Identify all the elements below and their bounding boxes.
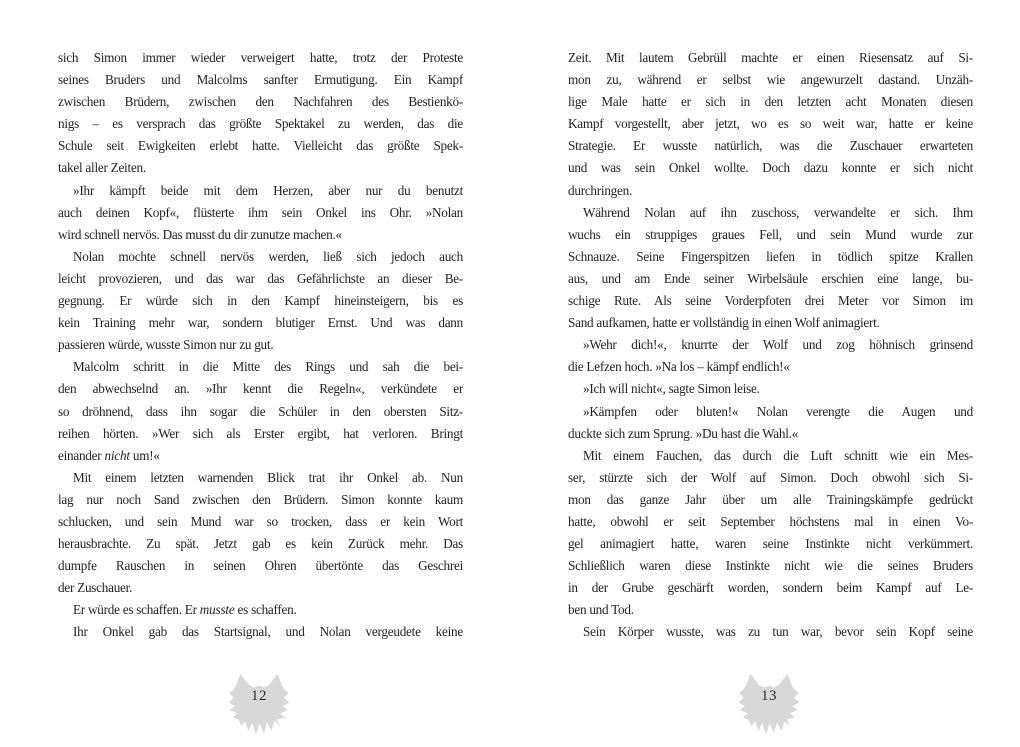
page-right-text (568, 47, 973, 644)
text-line: hatte, obwohl er seit September höchstens mal in einen Vo- (568, 513, 973, 529)
text-line: den abwechselnd an. »Ihr kennt die Regeln«, verkündete er (58, 381, 463, 397)
page-number-right: 13 (761, 688, 777, 704)
text-line: durchringen. (568, 182, 633, 198)
text-line: wuchs ein struppiges graues Fell, und sein Mund wurde zur (568, 226, 973, 242)
text-line: nigs – es versprach das größte Spektakel zu werden, das die (58, 116, 463, 132)
text-line: ser, stürzte sich der Wolf auf Simon. Doch obwohl sich Si- (568, 469, 973, 485)
text-line: Ihr Onkel gab das Startsignal, und Nolan vergeudete keine (73, 624, 463, 640)
text-line: Sand aufkamen, hatte er vollständig in einen Wolf animagiert. (568, 315, 880, 331)
text-line: »Wehr dich!«, knurrte der Wolf und zog höhnisch grinsend (583, 337, 973, 353)
text-line: Er würde es schaffen. Er musste es schaffen. (73, 602, 297, 618)
text-line: Schließlich waren diese Instinkte nicht wie die seines Bruders (568, 558, 973, 574)
text-line: auch deinen Kopf«, flüsterte ihm sein Onkel ins Ohr. »Nolan (58, 204, 463, 220)
text-line: einander nicht um!« (58, 447, 160, 463)
text-line: Zeit. Mit lautem Gebrüll machte er einen Riesensatz auf Si- (568, 50, 973, 65)
text-line: schlucken, und sein Mund war so trocken, dass er kein Wort (58, 513, 463, 529)
text-line: »Ich will nicht«, sagte Simon leise. (583, 381, 760, 397)
text-line: Während Nolan auf ihn zuschoss, verwandelte er sich. Ihm (583, 204, 973, 220)
text-line: herausbrachte. Zu spät. Jetzt gab es kein Zurück mehr. Das (58, 536, 463, 552)
wolf-head-icon (738, 667, 800, 744)
text-line: sich Simon immer wieder verweigert hatte, trotz der Proteste (58, 50, 463, 65)
text-line: die Lefzen hoch. »Na los – kämpf endlich!« (568, 359, 790, 375)
text-line: Schnauze. Seine Fingerspitzen liefen in tödlich spitze Krallen (568, 248, 973, 264)
page-left-text (58, 47, 463, 644)
text-line: duckte sich zum Sprung. »Du hast die Wahl.« (568, 425, 799, 441)
text-line: Mit einem letzten warnenden Blick trat ihr Onkel ab. Nun (73, 469, 463, 485)
text-line: gegnung. Er würde sich in den Kampf hineinsteigern, bis es (58, 293, 463, 309)
text-line: zwischen Brüdern, zwischen den Nachfahren des Bestienkö- (58, 94, 463, 110)
text-line: »Kämpfen oder bluten!« Nolan verengte die Augen und (583, 403, 973, 419)
text-line: takel aller Zeiten. (58, 160, 146, 176)
text-line: »Ihr kämpft beide mit dem Herzen, aber nur du benutzt (73, 182, 463, 198)
text-line: gel animagiert hatte, waren seine Instinkte nicht verkümmert. (568, 536, 973, 552)
text-line: Malcolm schritt in die Mitte des Rings und sah die bei- (73, 359, 463, 375)
text-line: in der Grube geschärft worden, sondern beim Kampf auf Le- (568, 580, 973, 596)
text-line: mon zu, während er selbst wie angewurzelt dastand. Unzäh- (568, 72, 973, 88)
text-line: Strategie. Er wusste natürlich, was die Zuschauer erwarteten (568, 138, 973, 154)
text-line: Mit einem Fauchen, das durch die Luft schnitt wie ein Mes- (583, 447, 973, 463)
wolf-head-icon (228, 667, 290, 744)
page-footer-right (738, 667, 800, 744)
text-line: schige Rute. Als seine Vorderpfoten drei Meter vor Simon im (568, 293, 973, 309)
text-line: dumpfe Rauschen in seinen Ohren übertönte das Geschrei (58, 558, 463, 574)
text-line: ben und Tod. (568, 602, 634, 618)
text-line: seines Bruders und Malcolms sanfter Ermutigung. Ein Kampf (58, 72, 463, 88)
text-line: kein Training mehr war, sondern blutiger Ernst. Und was dann (58, 315, 463, 331)
text-line: mon das ganze Jahr über um alle Trainingskämpfe gedrückt (568, 491, 973, 507)
text-line: Kampf vorgestellt, aber jetzt, wo es so weit war, hatte er keine (568, 116, 973, 132)
page-number-left: 12 (251, 688, 267, 704)
text-line: aus, und am Ende seiner Wirbelsäule erschien eine lange, bu- (568, 270, 973, 286)
text-line: so dröhnend, dass ihn sogar die Schüler in den obersten Sitz- (58, 403, 463, 419)
page-footer-left (228, 667, 290, 744)
text-line: lag nur noch Sand zwischen den Brüdern. Simon konnte kaum (58, 491, 463, 507)
text-line: passieren würde, wusste Simon nur zu gut. (58, 337, 274, 353)
text-line: und was sein Onkel wollte. Doch dazu konnte er sich nicht (568, 160, 973, 176)
text-line: Sein Körper wusste, was zu tun war, bevor sein Kopf seine (583, 624, 973, 640)
text-line: lige Male hatte er sich in den letzten acht Monaten diesen (568, 94, 973, 110)
text-line: Schule seit Ewigkeiten erlebt hatte. Vielleicht das größte Spek- (58, 138, 463, 154)
text-line: der Zuschauer. (58, 580, 133, 596)
text-line: Nolan mochte schnell nervös werden, ließ sich jedoch auch (73, 248, 463, 264)
text-line: reihen hörten. »Wer sich als Erster ergibt, hat verloren. Bringt (58, 425, 463, 441)
text-line: leicht provozieren, und das war das Gefährlichste an dieser Be- (58, 270, 463, 286)
text-line: wird schnell nervös. Das musst du dir zunutze machen.« (58, 226, 342, 242)
